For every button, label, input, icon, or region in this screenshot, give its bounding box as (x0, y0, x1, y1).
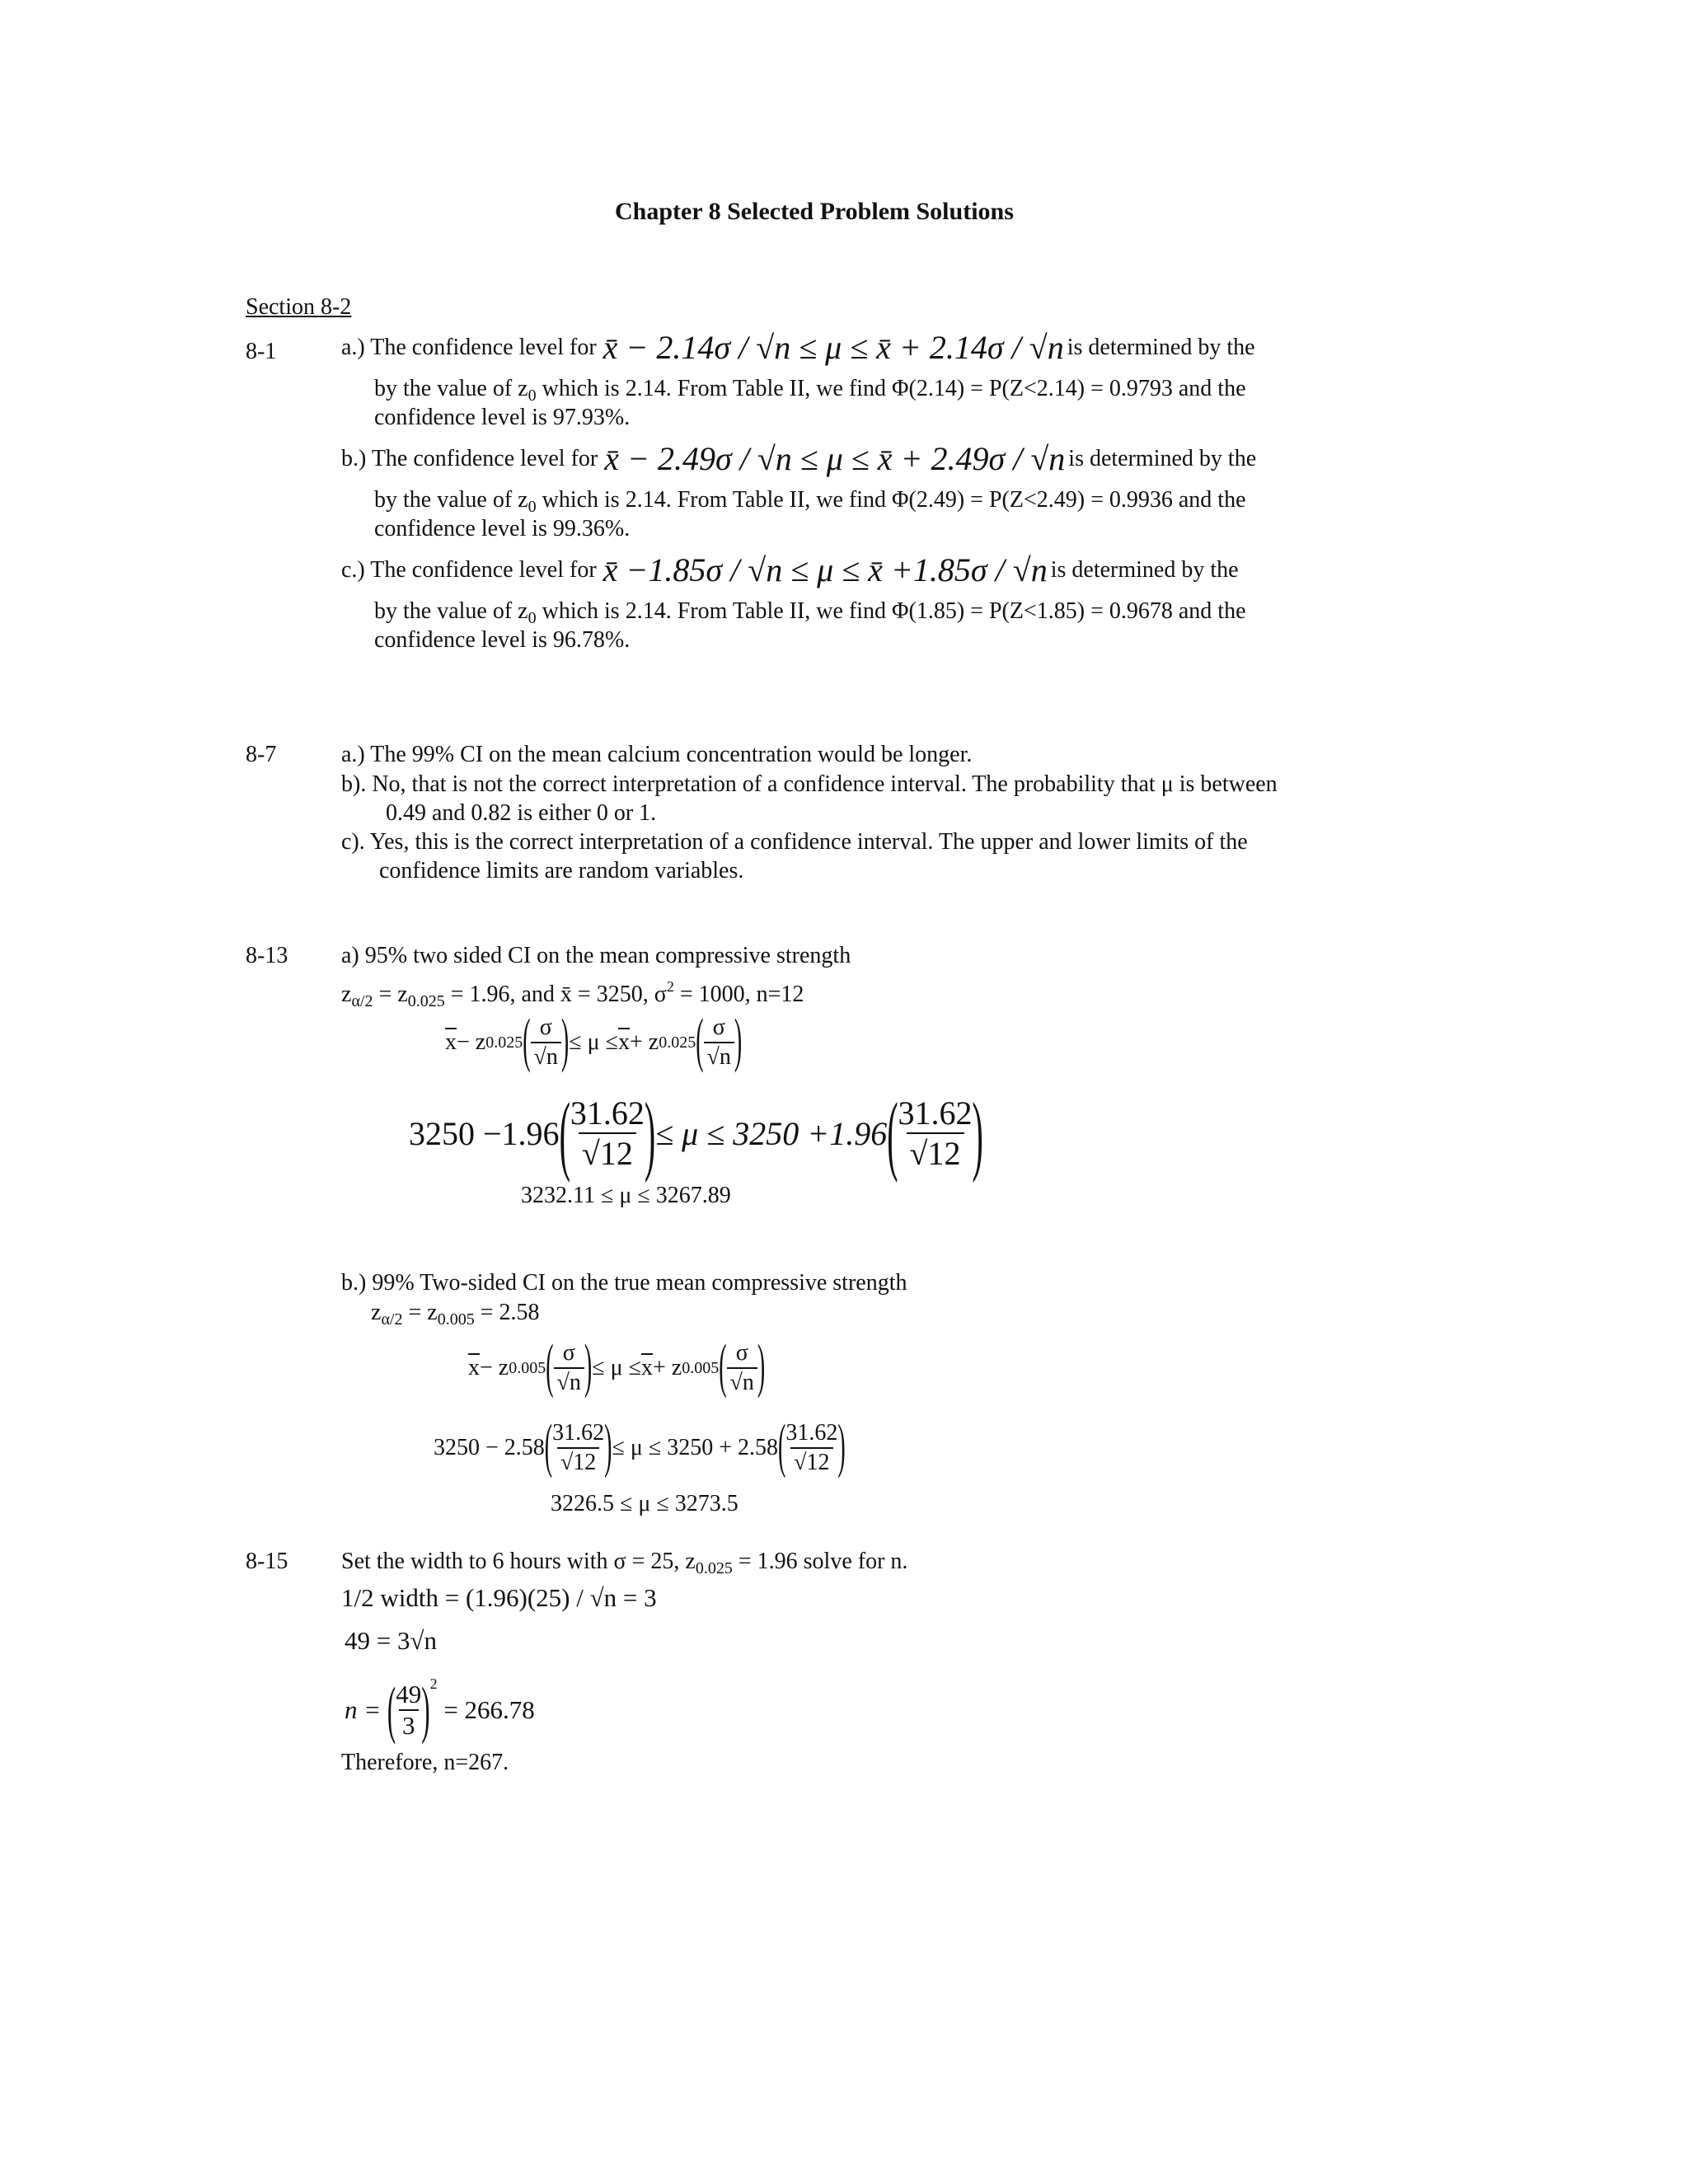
section-heading: Section 8-2 (246, 294, 352, 320)
problem-8-15-conclusion: Therefore, n=267. (341, 1750, 509, 1775)
formula-8-13a-general: $\overline{x}$ − z 0.025 ( $\frac{\sigma}{√n}$ ) ≤ μ ≤ $\overline{x}$ + z 0.025 ( $\frac{\sigma}{√n}$ ) (445, 1008, 743, 1075)
problem-number-8-7: 8-7 (246, 742, 277, 767)
problem-8-7c-line2: confidence limits are random variables. (379, 858, 744, 883)
problem-8-1b-line3: confidence level is 99.36%. (374, 516, 631, 541)
problem-8-13a-heading: a) 95% two sided CI on the mean compressive strength (341, 943, 851, 968)
result-8-13a: 3232.11 ≤ μ ≤ 3267.89 (521, 1183, 731, 1208)
problem-8-1a-line2: by the value of $z_0$ which is 2.14. From Table II, we find Φ(2.14) = P(Z<2.14) = 0.9793 and the (374, 376, 1246, 405)
problem-8-15-line2: 1/2 width = (1.96)(25) / √n = 3 (341, 1583, 657, 1612)
problem-8-1b-line1: b.) The confidence level for x̄ − 2.49σ / √n ≤ μ ≤ x̄ + 2.49σ / √n is determined by the (341, 440, 1257, 477)
problem-8-13a-given: $z_{\alpha/2} = z_{0.025} = 1.96$, and x̄ = 3250, $\sigma^2 = 1000$, n=12 (341, 978, 804, 1010)
problem-8-7b-line1: b). No, that is not the correct interpretation of a confidence interval. The probability that μ is between (341, 771, 1278, 797)
problem-8-7c-line1: c). Yes, this is the correct interpretation of a confidence interval. The upper and lower limits of the (341, 829, 1248, 855)
problem-8-15-line1: Set the width to 6 hours with σ = 25, $z_{0.025} = 1.96$ solve for n. (341, 1549, 908, 1577)
problem-8-1c-line1: c.) The confidence level for x̄ −1.85σ / √n ≤ μ ≤ x̄ +1.85σ / √n is determined by the (341, 551, 1239, 588)
formula-8-13a-numeric: 3250 −1.96 ( $\frac{31.62}{√12}$ ) ≤ μ ≤ 3250 +1.96 ( $\frac{31.62}{√12}$ ) (409, 1083, 983, 1183)
expression-8-1a: x̄ − 2.14σ / √n ≤ μ ≤ x̄ + 2.14σ / √n (603, 329, 1064, 366)
page-title: Chapter 8 Selected Problem Solutions (615, 198, 1014, 225)
problem-8-1b-line2: by the value of $z_0$ which is 2.14. From Table II, we find Φ(2.49) = P(Z<2.49) = 0.9936 and the (374, 487, 1246, 516)
problem-8-7a: a.) The 99% CI on the mean calcium concentration would be longer. (341, 742, 973, 767)
problem-8-1a-line3: confidence level is 97.93%. (374, 405, 631, 430)
problem-8-15-n-equation: n = ( $\frac{49}{3}$ ) 2 = 266.78 (345, 1673, 535, 1746)
problem-8-13b-heading: b.) 99% Two-sided CI on the true mean compressive strength (341, 1270, 907, 1296)
problem-8-1c-line2: by the value of $z_0$ which is 2.14. From Table II, we find Φ(1.85) = P(Z<1.85) = 0.9678 and the (374, 598, 1246, 627)
expression-8-1b: x̄ − 2.49σ / √n ≤ μ ≤ x̄ + 2.49σ / √n (604, 440, 1066, 477)
problem-8-1a-line1: a.) The confidence level for x̄ − 2.14σ / √n ≤ μ ≤ x̄ + 2.14σ / √n is determined by the (341, 329, 1255, 366)
problem-8-15-line3: 49 = 3√n (345, 1626, 437, 1655)
problem-8-13b-given: $z_{\alpha/2} = z_{0.005} = 2.58$ (371, 1300, 540, 1329)
formula-8-13b-numeric: 3250 − 2.58 ( $\frac{31.62}{√12}$ ) ≤ μ ≤ 3250 + 2.58 ( $\frac{31.62}{√12}$ ) (434, 1413, 846, 1480)
problem-8-7b-line2: 0.49 and 0.82 is either 0 or 1. (386, 800, 657, 826)
problem-number-8-15: 8-15 (246, 1549, 288, 1574)
problem-number-8-1: 8-1 (246, 339, 277, 364)
problem-number-8-13: 8-13 (246, 943, 288, 968)
problem-8-1c-line3: confidence level is 96.78%. (374, 627, 631, 653)
result-8-13b: 3226.5 ≤ μ ≤ 3273.5 (551, 1491, 738, 1516)
expression-8-1c: x̄ −1.85σ / √n ≤ μ ≤ x̄ +1.85σ / √n (603, 551, 1048, 588)
formula-8-13b-general: $\overline{x}$ − z 0.005 ( $\frac{\sigma}{√n}$ ) ≤ μ ≤ $\overline{x}$ + z 0.005 ( $\frac{\sigma}{√n}$ ) (468, 1333, 766, 1400)
